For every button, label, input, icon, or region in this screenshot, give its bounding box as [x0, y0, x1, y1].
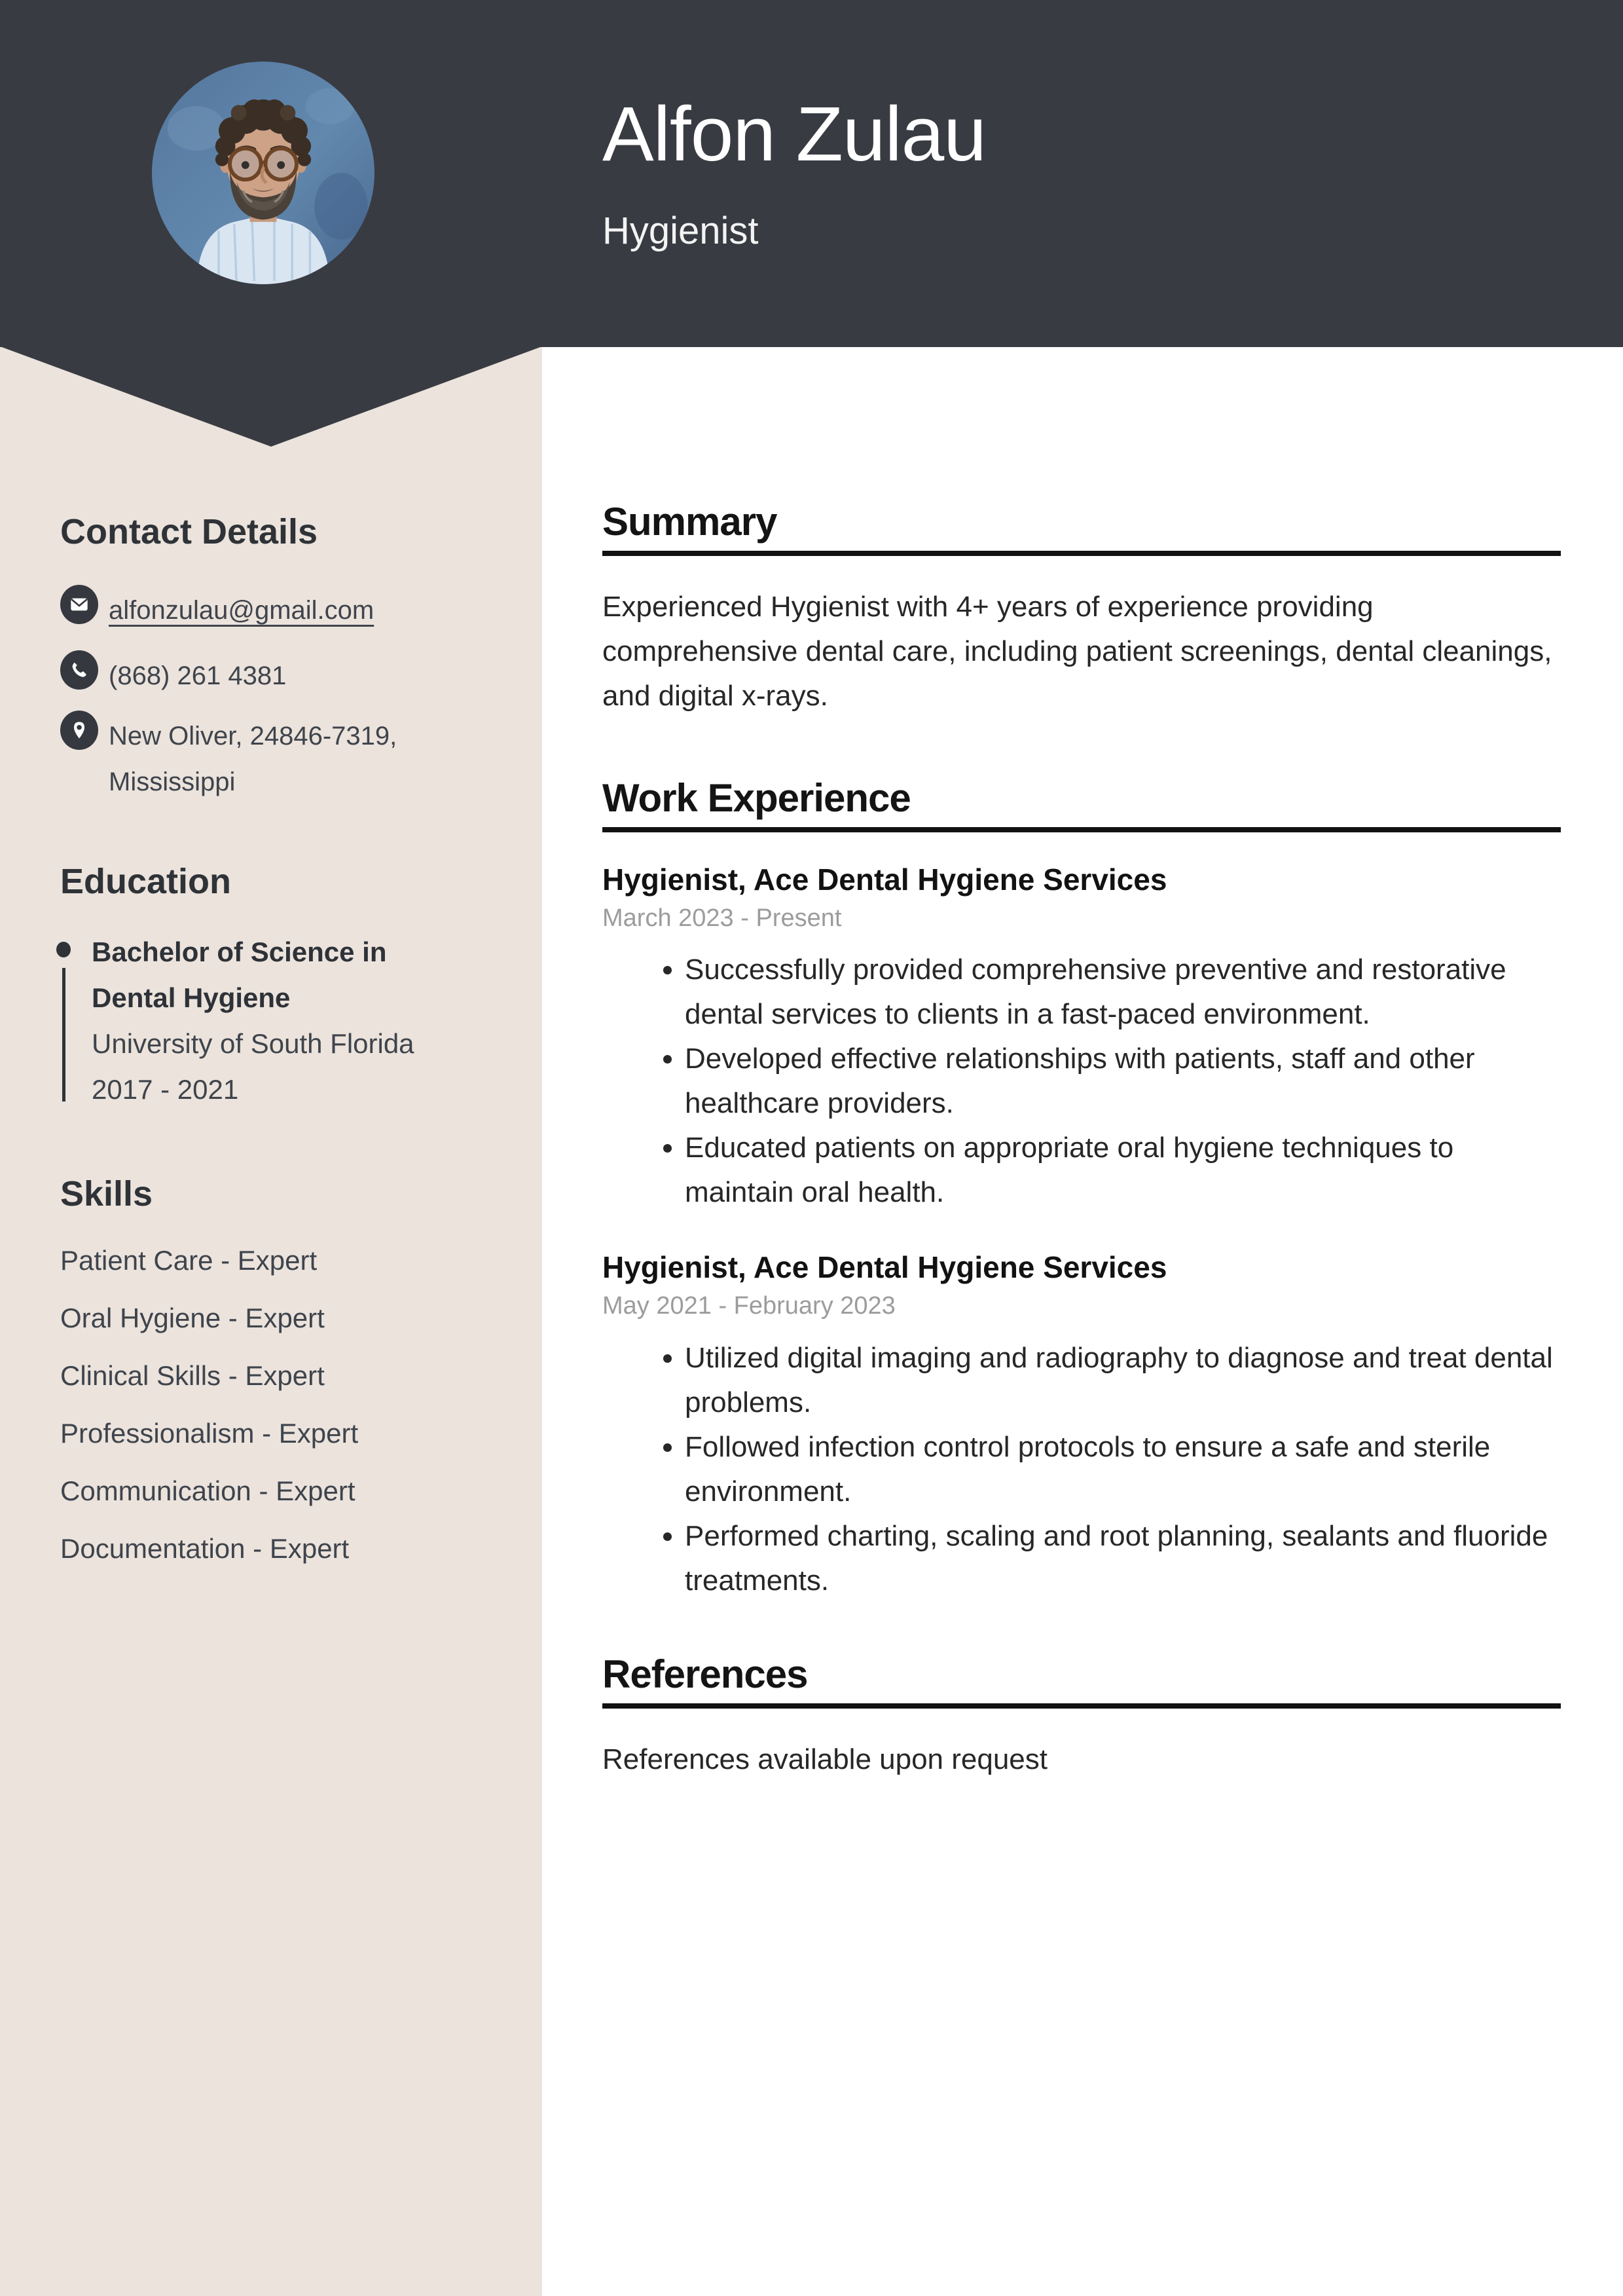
job-title: Hygienist, Ace Dental Hygiene Services: [602, 862, 1167, 897]
references-text: References available upon request: [602, 1743, 1048, 1775]
contact-row-address: [60, 711, 397, 805]
job-dates: May 2021 - February 2023: [602, 1292, 896, 1320]
job-title: Hygienist, Ace Dental Hygiene Services: [602, 1250, 1167, 1285]
references-section: [602, 1652, 1561, 1782]
email-icon: [60, 585, 98, 624]
summary-text: Experienced Hygienist with 4+ years of experience providing comprehensive dental care, including patient screenings, dental cleanings, and digital x-rays.: [602, 591, 1552, 712]
job-entry: [602, 1250, 1561, 1602]
portrait-photo-illustration: [152, 62, 374, 284]
job-bullet: • Followed infection control protocols to ensure a safe and sterile environment.: [685, 1425, 1561, 1514]
job-bullet: • Developed effective relationships with patients, staff and other healthcare providers.: [685, 1037, 1561, 1126]
job-bullet: • Educated patients on appropriate oral hygiene techniques to maintain oral health.: [685, 1126, 1561, 1215]
phone-icon: [60, 650, 98, 690]
job-dates: March 2023 - Present: [602, 904, 842, 932]
skill-item: Oral Hygiene - Expert: [60, 1303, 325, 1333]
summary-heading: Summary: [602, 502, 1561, 556]
job-bullet: • Utilized digital imaging and radiography to diagnose and treat dental problems.: [685, 1336, 1561, 1425]
location-icon: [60, 711, 98, 750]
skill-item: Clinical Skills - Expert: [60, 1360, 325, 1391]
person-name: Alfon Zulau: [602, 91, 986, 177]
education-timeline-dot: [56, 942, 71, 957]
email-value[interactable]: [109, 585, 374, 633]
education-timeline-line: [62, 968, 65, 1102]
work-experience-section: [602, 776, 1561, 1603]
job-bullet: • Performed charting, scaling and root planning, sealants and fluoride treatments.: [685, 1514, 1561, 1603]
education-entry: [92, 929, 414, 1113]
work-experience-heading: Work Experience: [602, 779, 1561, 832]
address-line1: New Oliver, 24846-7319,: [109, 722, 397, 750]
education-heading: Education: [60, 862, 232, 901]
education-degree-line1: Bachelor of Science in: [92, 936, 387, 967]
skill-item: Patient Care - Expert: [60, 1245, 318, 1276]
contact-row-phone: [60, 650, 286, 699]
summary-section: [602, 502, 1561, 718]
education-degree-line2: Dental Hygiene: [92, 982, 291, 1013]
skills-list: [60, 1232, 358, 1578]
contact-details-heading: Contact Details: [60, 512, 318, 551]
contact-row-email: [60, 585, 374, 633]
address-value: [109, 711, 397, 805]
job-entry: [602, 862, 1561, 1215]
skills-heading: Skills: [60, 1174, 153, 1213]
references-heading: References: [602, 1655, 1561, 1709]
avatar: [152, 62, 374, 284]
skill-item: Documentation - Expert: [60, 1533, 350, 1564]
education-school: University of South Florida: [92, 1028, 414, 1059]
job-bullet: • Successfully provided comprehensive preventive and restorative dental services to clients in a fast-paced environment.: [685, 948, 1561, 1037]
education-years: 2017 - 2021: [92, 1074, 239, 1105]
person-role: Hygienist: [602, 210, 759, 252]
skill-item: Communication - Expert: [60, 1475, 356, 1506]
job-bullet-list: [602, 948, 1561, 1215]
email-link[interactable]: alfonzulau@gmail.com: [109, 596, 374, 625]
phone-value: (868) 261 4381: [109, 661, 287, 690]
address-line2: Mississippi: [109, 768, 236, 796]
job-bullet-list: [602, 1336, 1561, 1603]
skill-item: Professionalism - Expert: [60, 1418, 359, 1449]
